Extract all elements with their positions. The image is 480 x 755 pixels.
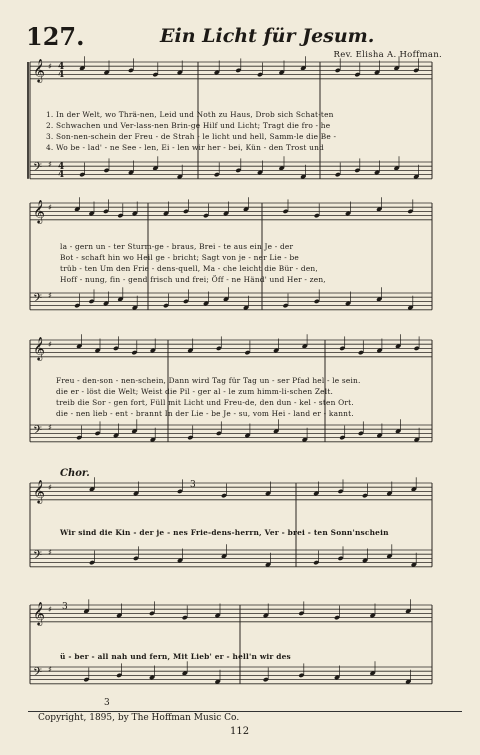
treble-clef-icon: 𝄞	[33, 58, 45, 82]
sharp-icon: ♯	[48, 160, 52, 169]
hymn-number: 127.	[26, 22, 85, 51]
tuplet-mark: 3	[62, 602, 68, 612]
sharp-icon: ♯	[48, 665, 52, 674]
lyric-s1-verse-4: 4. Wo be - lad' - ne See - len, Ei - len wir her - bei, Kün - den Trost und	[46, 143, 324, 152]
chorus-label: Chor.	[60, 468, 90, 479]
lyric-s1-verse-1: 1. In der Welt, wo Thrä-nen, Leid und Noth zu Haus, Drob sich Schat-ten	[46, 110, 334, 119]
chorus-lyric-line-1: Wir sind die Kin - der je - nes Frie-dens-herrn, Ver - brei - ten Sonn'nschein	[60, 528, 389, 537]
footer-rule	[28, 711, 462, 712]
sharp-icon: ♯	[48, 483, 52, 492]
treble-clef-icon: 𝄞	[33, 479, 45, 503]
sharp-icon: ♯	[48, 203, 52, 212]
lyric-s3-verse-1: Freu - den-son - nen-schein, Dann wird Tag für Tag un - ser Pfad hel - le sein.	[56, 376, 361, 385]
lyric-s3-verse-3: treib die Sor - gen fort, Füll mit Licht und Freu-de, den dun - kel - sten Ort.	[56, 398, 354, 407]
lyric-s2-verse-2: Bot - schaft hin wo Heil ge - bricht; Sagt von je - ner Lie - be	[60, 253, 299, 262]
time-signature: 4	[58, 162, 65, 172]
sharp-icon: ♯	[48, 548, 52, 557]
bass-clef-icon: 𝄢	[33, 666, 43, 682]
lyric-s2-verse-3: trüb - ten Um den Frie - dens-quell, Ma - che leicht die Bür - den,	[60, 264, 318, 273]
lyric-s3-verse-2: die er - löst die Welt; Weist die Pil - ger al - le zum himm-li-schen Zelt.	[56, 387, 334, 396]
page-number: 112	[230, 726, 250, 737]
copyright-notice: Copyright, 1895, by The Hoffman Music Co.	[38, 713, 240, 723]
treble-clef-icon: 𝄞	[33, 336, 45, 360]
time-signature: 4	[58, 70, 65, 80]
lyric-s3-verse-4: die - nen lieb - ent - brannt In der Lie - be Je - su, vom Hei - land er - kannt.	[56, 409, 354, 418]
composer-credit: Rev. Elisha A. Hoffman.	[333, 50, 442, 60]
lyric-s1-verse-3: 3. Son-nen-schein der Freu - de Strah - le licht und hell, Samm-le die Be -	[46, 132, 337, 141]
bass-clef-icon: 𝄢	[33, 292, 43, 308]
tuplet-mark: 3	[104, 698, 110, 708]
bass-clef-icon: 𝄢	[33, 424, 43, 440]
time-signature: 4	[58, 170, 65, 180]
sharp-icon: ♯	[48, 605, 52, 614]
time-signature: 4	[58, 62, 65, 72]
lyric-s2-verse-1: la - gern un - ter Sturm-ge - braus, Brei - te aus ein Je - der	[60, 242, 294, 251]
hymn-title: Ein Licht für Jesum.	[160, 25, 375, 47]
sharp-icon: ♯	[48, 62, 52, 71]
lyric-s2-verse-4: Hoff - nung, fin - gend frisch und frei; Öff - ne Händ' und Her - zen,	[60, 275, 326, 284]
bass-clef-icon: 𝄢	[33, 161, 43, 177]
sharp-icon: ♯	[48, 291, 52, 300]
lyric-s1-verse-2: 2. Schwachen und Ver-lass-nen Brin-ge Hilf und Licht; Tragt die fro - he	[46, 121, 331, 130]
treble-clef-icon: 𝄞	[33, 199, 45, 223]
chorus-lyric-line-2: ü - ber - all nah und fern, Mit Lieb' er - hell'n wir des	[60, 652, 291, 661]
sharp-icon: ♯	[48, 423, 52, 432]
tuplet-mark: 3	[190, 480, 196, 490]
bass-clef-icon: 𝄢	[33, 549, 43, 565]
treble-clef-icon: 𝄞	[33, 601, 45, 625]
sharp-icon: ♯	[48, 340, 52, 349]
